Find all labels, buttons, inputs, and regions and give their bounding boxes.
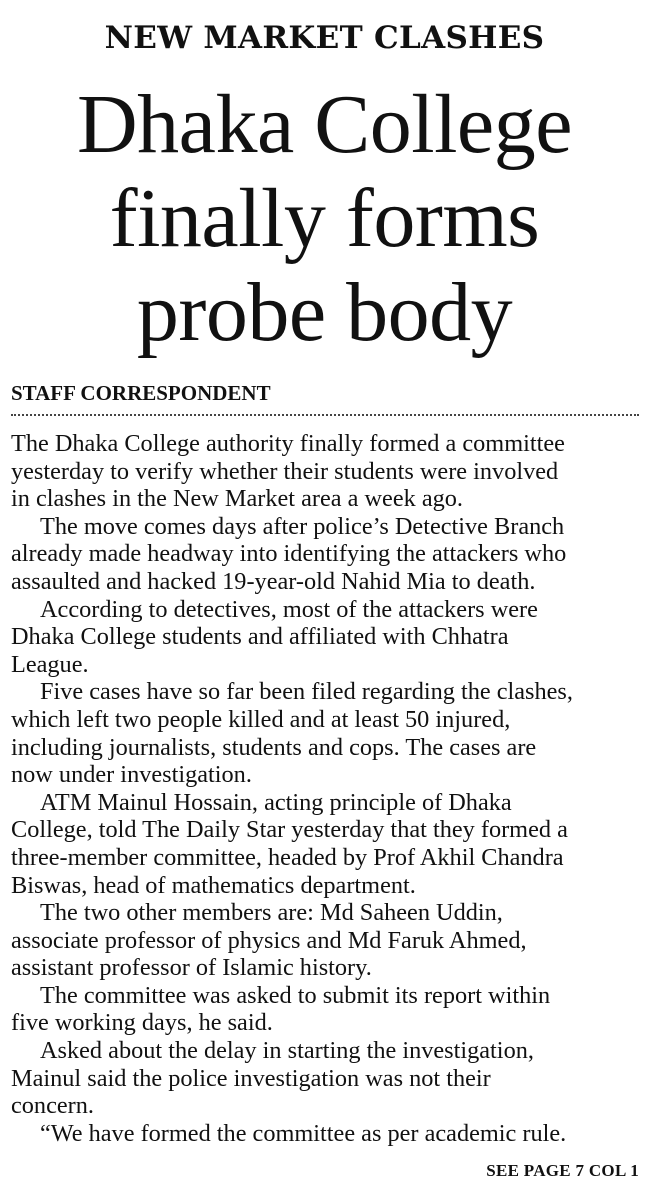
- body-line: which left two people killed and at least 50 injured,: [11, 705, 511, 733]
- article-body: [11, 430, 641, 1147]
- continuation-jump: SEE PAGE 7 COL 1: [486, 1161, 639, 1180]
- body-line: assaulted and hacked 19-year-old Nahid Mia to death.: [11, 567, 536, 595]
- body-line: Biswas, head of mathematics department.: [11, 871, 416, 899]
- body-line: “We have formed the committee as per academic rule.: [40, 1119, 567, 1147]
- body-line: already made headway into identifying the attackers who: [11, 540, 567, 568]
- body-line: yesterday to verify whether their students were involved: [11, 457, 559, 485]
- body-line: The Dhaka College authority finally formed a committee: [11, 430, 565, 457]
- body-line: including journalists, students and cops. The cases are: [11, 733, 537, 761]
- body-line: Five cases have so far been filed regarding the clashes,: [40, 678, 573, 706]
- body-line: concern.: [11, 1092, 94, 1120]
- body-line: The move comes days after police’s Detective Branch: [40, 512, 565, 540]
- body-line: three-member committee, headed by Prof Akhil Chandra: [11, 843, 564, 871]
- body-line: Dhaka College students and affiliated with Chhatra: [11, 623, 509, 651]
- body-line: now under investigation.: [11, 761, 252, 789]
- headline-line: probe body: [136, 266, 513, 359]
- body-line: ATM Mainul Hossain, acting principle of Dhaka: [40, 788, 512, 816]
- body-line: in clashes in the New Market area a week ago.: [11, 485, 463, 513]
- headline: [0, 78, 649, 360]
- body-line: League.: [11, 650, 89, 678]
- headline-line: finally forms: [109, 172, 540, 265]
- dotted-divider: [11, 414, 639, 416]
- body-line: The two other members are: Md Saheen Uddin,: [40, 899, 503, 927]
- body-line: Asked about the delay in starting the investigation,: [40, 1037, 534, 1065]
- body-line: Mainul said the police investigation was not their: [11, 1064, 491, 1092]
- body-line: According to detectives, most of the attackers were: [40, 595, 538, 623]
- body-line: College, told The Daily Star yesterday that they formed a: [11, 816, 568, 844]
- headline-line: Dhaka College: [77, 78, 572, 171]
- kicker: NEW MARKET CLASHES: [104, 20, 545, 56]
- body-line: associate professor of physics and Md Faruk Ahmed,: [11, 926, 527, 954]
- byline: STAFF CORRESPONDENT: [11, 381, 271, 405]
- body-line: five working days, he said.: [11, 1009, 273, 1037]
- body-line: assistant professor of Islamic history.: [11, 954, 372, 982]
- body-line: The committee was asked to submit its report within: [40, 981, 551, 1009]
